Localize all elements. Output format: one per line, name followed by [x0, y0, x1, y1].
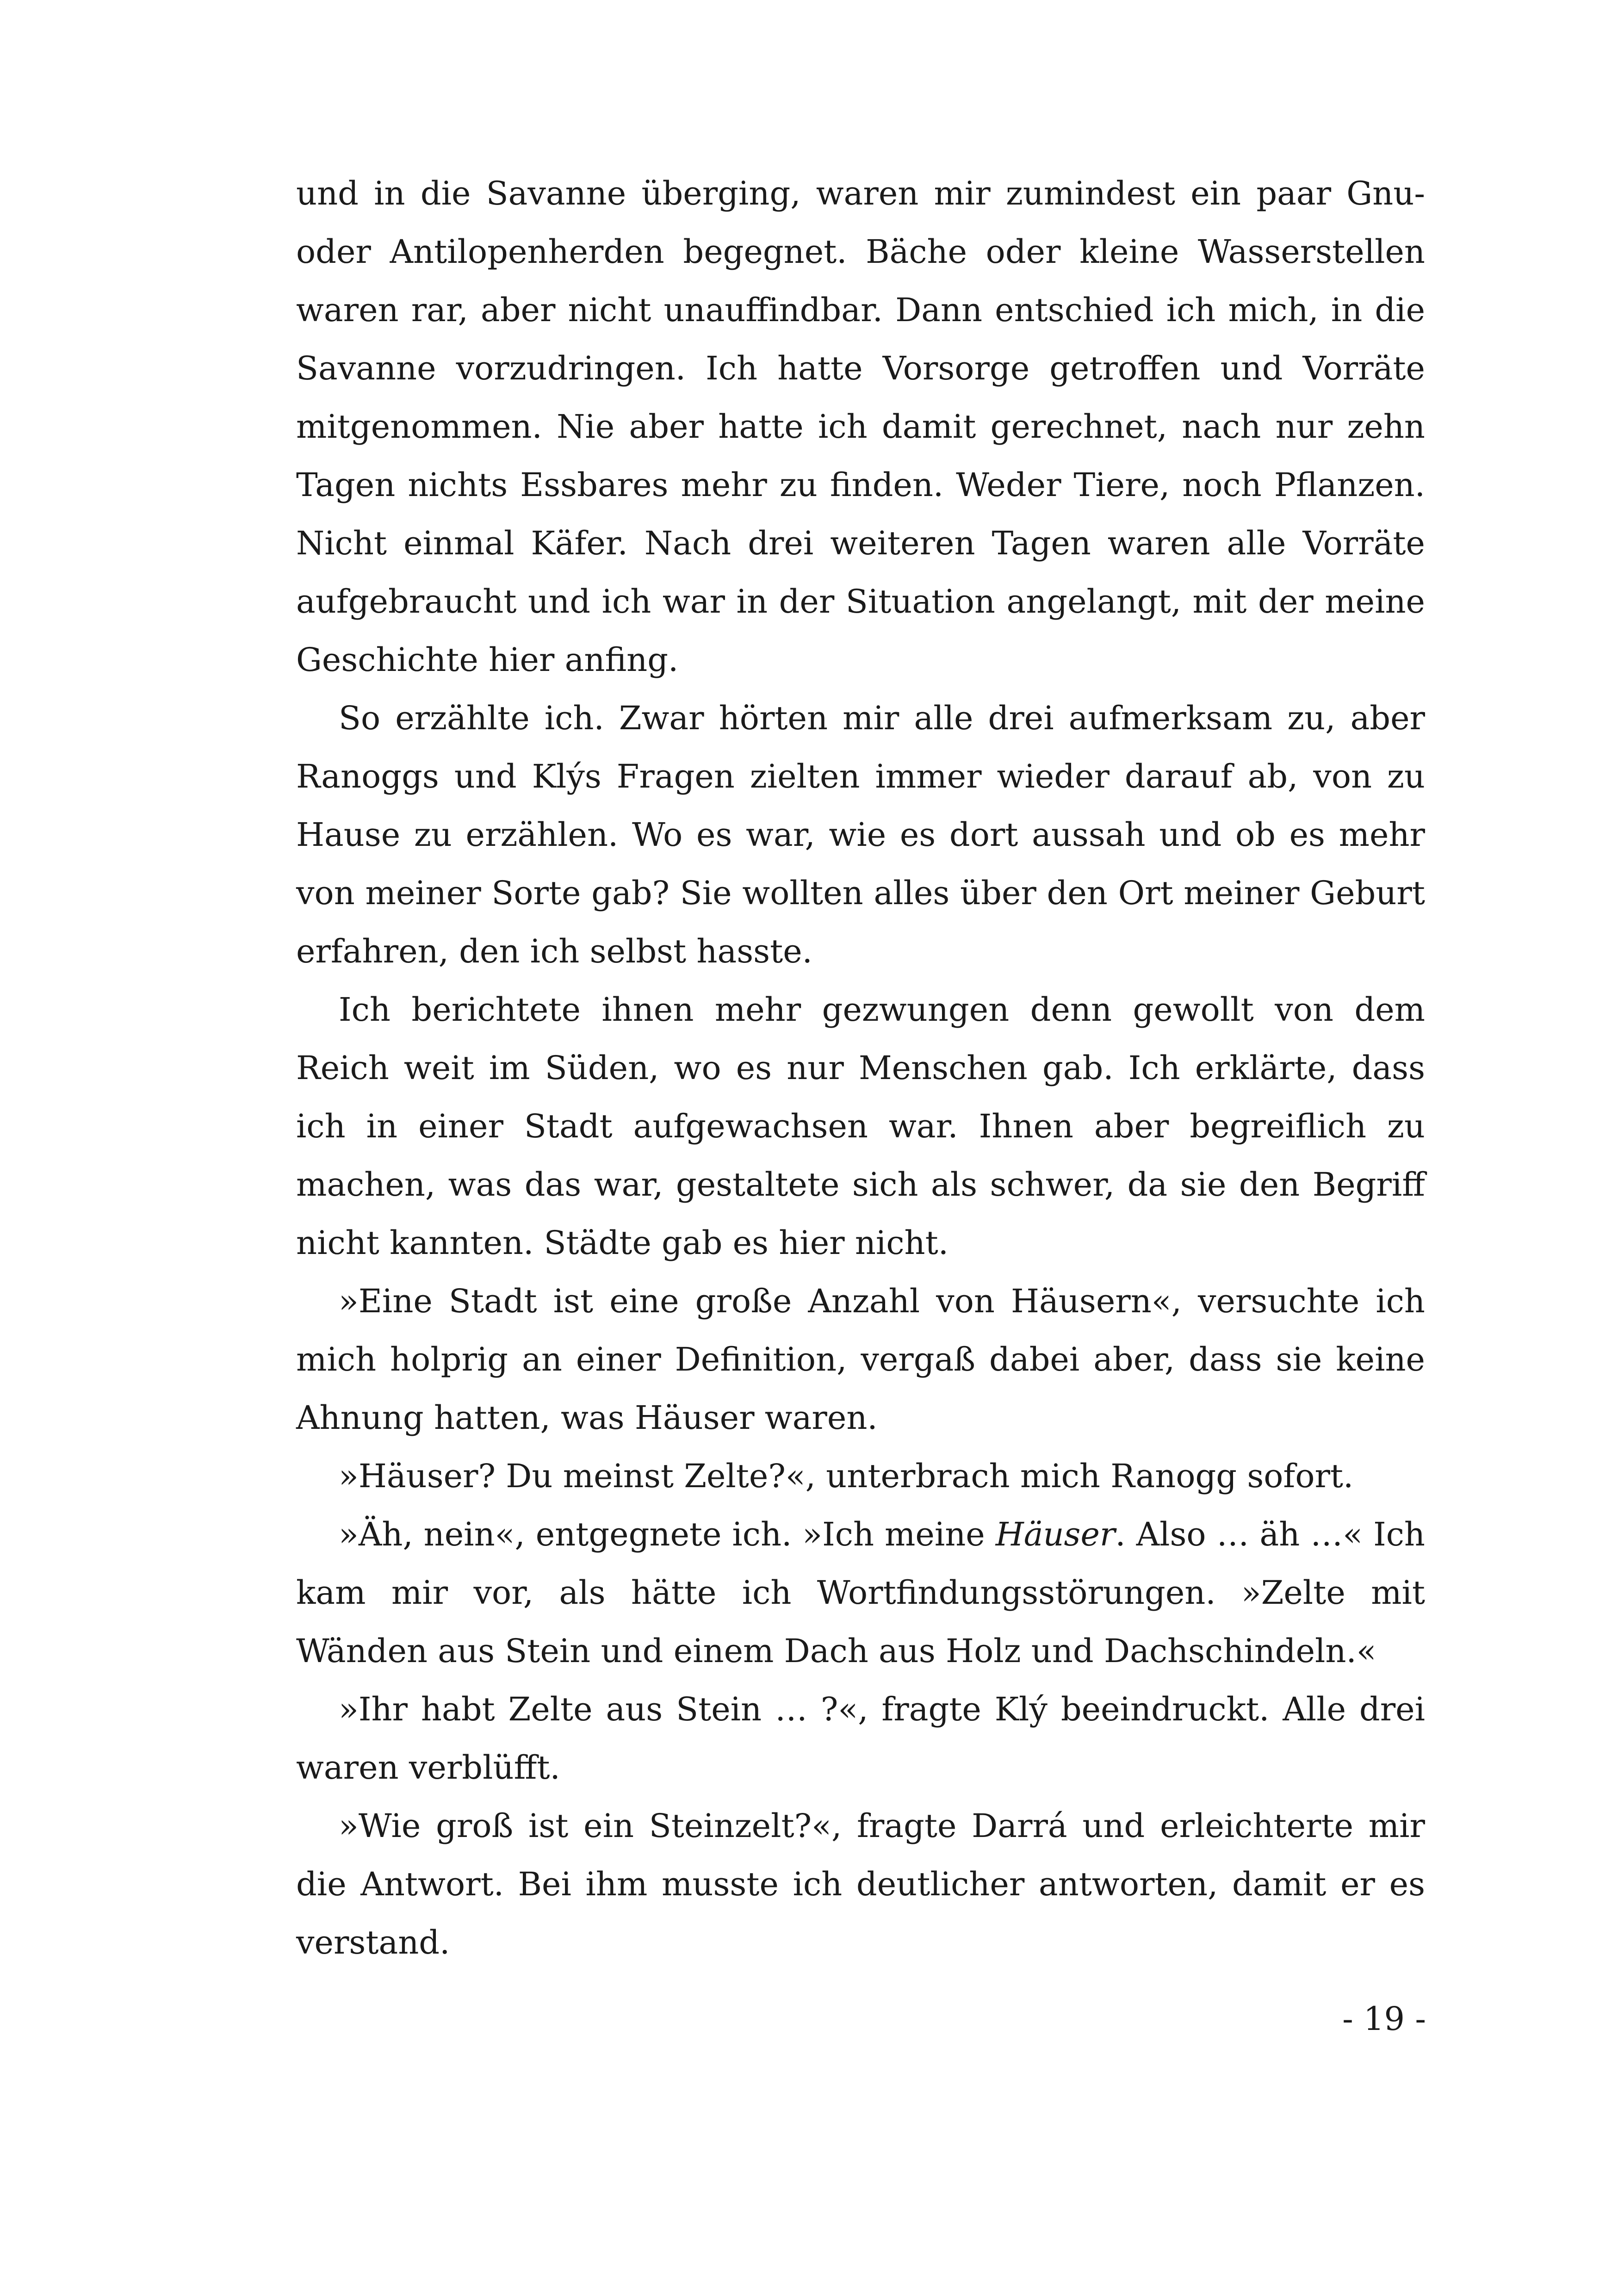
paragraph-text: »Eine Stadt ist eine große Anzahl von Häusern«, versuchte ich mich holprig an einer Definition, vergaß dabei aber, dass sie keine Ahnung hatten, was Häuser waren. — [296, 1282, 1425, 1437]
body-text — [296, 164, 1425, 1972]
paragraph-2 — [296, 689, 1425, 980]
paragraph-text: »Wie groß ist ein Steinzelt?«, fragte Darrá und erleichterte mir die Antwort. Bei ihm musste ich deutlicher antworten, damit er es verstand. — [296, 1807, 1425, 1961]
italic-word: Häuser — [995, 1515, 1116, 1553]
paragraph-text: Ich berichtete ihnen mehr gezwungen denn gewollt von dem Reich weit im Süden, wo es nur Menschen gab. Ich erklärte, dass ich in einer Stadt aufgewachsen war. Ihnen aber begreiflich zu machen, was das war, gestaltete sich als schwer, da sie den Begriff nicht kannten. Städte gab es hier nicht. — [296, 991, 1425, 1262]
paragraph-4 — [296, 1272, 1425, 1447]
paragraph-6 — [296, 1505, 1425, 1680]
paragraph-8 — [296, 1797, 1425, 1972]
paragraph-5 — [296, 1447, 1425, 1505]
paragraph-text: . Also … äh …« Ich kam mir vor, als hätte ich Wortfindungsstörungen. »Zelte mit Wänden aus Stein und einem Dach aus Holz und Dachschindeln.« — [296, 1515, 1426, 1670]
paragraph-text: »Häuser? Du meinst Zelte?«, unterbrach mich Ranogg sofort. — [339, 1457, 1354, 1495]
page-number: - 19 - — [1342, 2000, 1426, 2038]
paragraph-7 — [296, 1680, 1425, 1797]
paragraph-3 — [296, 980, 1425, 1272]
paragraph-text: So erzählte ich. Zwar hörten mir alle drei aufmerksam zu, aber Ranoggs und Klýs Fragen zielten immer wieder darauf ab, von zu Hause zu erzählen. Wo es war, wie es dort aussah und ob es mehr von meiner Sorte gab? Sie wollten alles über den Ort meiner Geburt erfahren, den ich selbst hasste. — [296, 699, 1425, 970]
paragraph-text: »Äh, nein«, entgegnete ich. »Ich meine — [339, 1515, 996, 1553]
paragraph-1 — [296, 164, 1425, 689]
paragraph-text: »Ihr habt Zelte aus Stein … ?«, fragte Klý beeindruckt. Alle drei waren verblüfft. — [296, 1690, 1425, 1787]
paragraph-text: und in die Savanne überging, waren mir zumindest ein paar Gnu- oder Antilopenherden begegnet. Bäche oder kleine Wasserstellen waren rar, aber nicht unauffindbar. Dann entschied ich mich, in die Savanne vorzudringen. Ich hatte Vorsorge getroffen und Vorräte mitgenommen. Nie aber hatte ich damit gerechnet, nach nur zehn Tagen nichts Essbares mehr zu finden. Weder Tiere, noch Pflanzen. Nicht einmal Käfer. Nach drei weiteren Tagen waren alle Vorräte aufgebraucht und ich war in der Situation angelangt, mit der meine Geschichte hier anfing. — [296, 174, 1425, 679]
